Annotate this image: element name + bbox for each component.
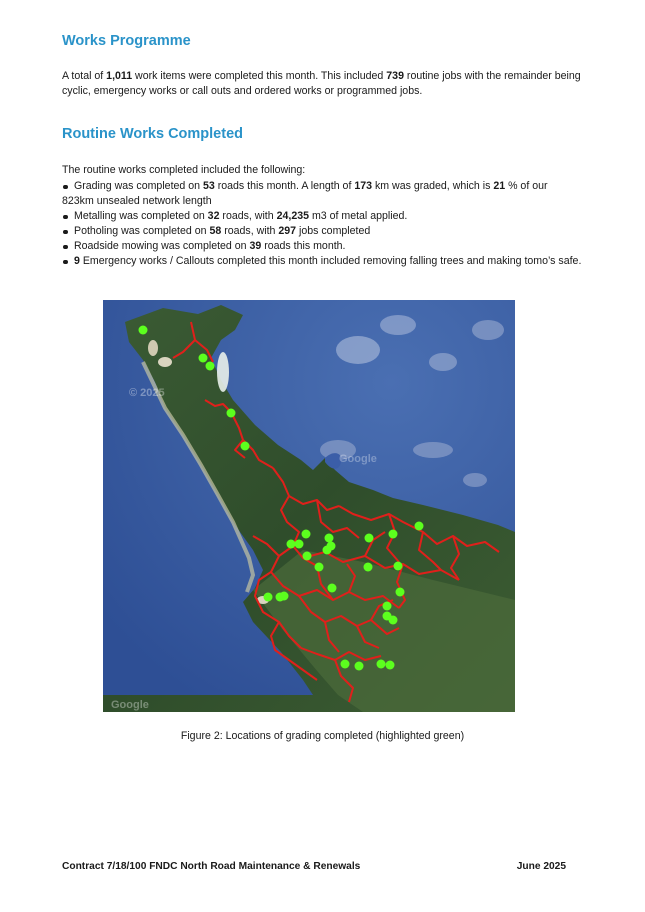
total-items-value: 1,011 <box>106 70 133 82</box>
emergency-works-value: 9 <box>74 255 80 267</box>
marker <box>199 354 208 363</box>
section-heading-works-programme: Works Programme <box>62 33 191 49</box>
routine-works-intro: The routine works completed included the following: <box>62 164 306 176</box>
text: work items were completed this month. This included <box>132 70 387 82</box>
page-footer <box>62 861 566 872</box>
text: routine jobs with the remainder being cyclic, emergency works or call outs and ordered works or programmed jobs. <box>62 70 581 97</box>
marker <box>389 530 398 539</box>
potholing-roads-value: 58 <box>209 225 222 237</box>
marker <box>315 563 324 572</box>
list-item-metalling <box>62 209 582 224</box>
marker <box>383 602 392 611</box>
marker <box>303 552 312 561</box>
marker <box>280 592 289 601</box>
map-watermark: Google <box>339 453 377 465</box>
marker <box>386 661 395 670</box>
grading-roads-value: 53 <box>202 180 215 192</box>
sand-patch <box>158 357 172 367</box>
text: jobs completed <box>296 225 371 237</box>
marker <box>264 593 273 602</box>
figure-caption: Figure 2: Locations of grading completed (highlighted green) <box>180 730 465 742</box>
text: Emergency works / Callouts completed this month included removing falling trees and making tomo’s safe. <box>79 255 582 267</box>
marker <box>139 326 148 335</box>
text: Metalling was completed on <box>74 210 208 222</box>
map-graphic <box>103 300 515 712</box>
list-item-mowing <box>62 239 582 254</box>
text: Potholing was completed on <box>74 225 210 237</box>
map-watermark: Google <box>111 699 149 711</box>
marker <box>241 442 250 451</box>
map-watermark: © 2025 <box>129 387 165 399</box>
marker <box>364 563 373 572</box>
text: Roadside mowing was completed on <box>74 240 250 252</box>
marker <box>325 534 334 543</box>
sand-patch <box>148 340 158 356</box>
grading-length-value: 173 <box>354 180 373 192</box>
marker <box>287 540 296 549</box>
list-item-emergency <box>62 254 582 269</box>
metalling-roads-value: 32 <box>207 210 220 222</box>
text: roads, with <box>221 225 279 237</box>
routine-works-list <box>62 179 582 269</box>
sand-dune <box>217 352 229 392</box>
marker <box>396 588 405 597</box>
section-heading-routine-works: Routine Works Completed <box>62 126 243 142</box>
marker <box>377 660 386 669</box>
text: roads this month. <box>261 240 346 252</box>
list-item-potholing <box>62 224 582 239</box>
marker <box>415 522 424 531</box>
marker <box>328 584 337 593</box>
grading-percent-value: 21 <box>493 180 506 192</box>
text: % of our 823km unsealed network length <box>62 180 548 207</box>
marker <box>295 540 304 549</box>
text: km was graded, which is <box>372 180 494 192</box>
marker <box>389 616 398 625</box>
marker <box>206 362 215 371</box>
marker <box>355 662 364 671</box>
marker <box>302 530 311 539</box>
footer-date: June 2025 <box>516 861 566 872</box>
marker <box>341 660 350 669</box>
marker <box>394 562 403 571</box>
satellite-map-figure <box>103 300 515 712</box>
routine-jobs-value: 739 <box>386 70 404 82</box>
text: A total of <box>62 70 107 82</box>
text: roads, with <box>219 210 277 222</box>
works-programme-paragraph <box>62 69 582 99</box>
metal-volume-value: 24,235 <box>276 210 309 222</box>
marker <box>365 534 374 543</box>
mowing-roads-value: 39 <box>249 240 262 252</box>
text: Grading was completed on <box>74 180 203 192</box>
potholing-jobs-value: 297 <box>278 225 297 237</box>
footer-contract: Contract 7/18/100 FNDC North Road Maintenance & Renewals <box>62 861 361 872</box>
text: m3 of metal applied. <box>309 210 408 222</box>
text: roads this month. A length of <box>214 180 355 192</box>
marker <box>323 546 332 555</box>
list-item-grading <box>62 179 582 209</box>
marker <box>227 409 236 418</box>
